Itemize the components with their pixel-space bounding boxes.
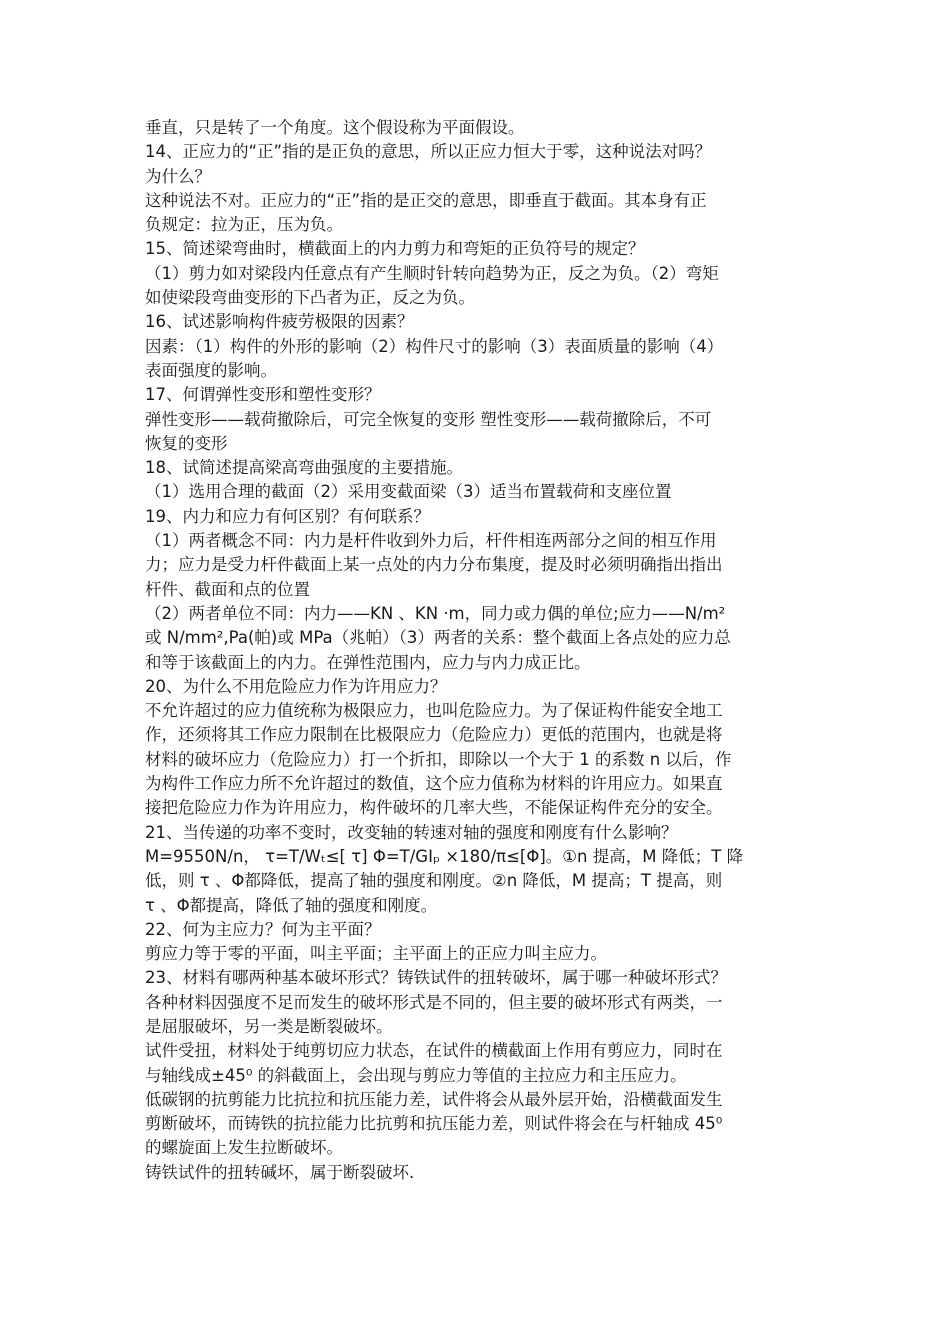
- question-17: 17、何谓弹性变形和塑性变形？: [145, 385, 381, 405]
- answer-23: 各种材料因强度不足而发生的破坏形式是不同的，但主要的破坏形式有两类，一: [145, 992, 723, 1012]
- text-line: 负规定：拉为正，压为负。: [145, 215, 343, 235]
- answer-17: 弹性变形——载荷撤除后，可完全恢复的变形 塑性变形——载荷撤除后，不可: [145, 409, 712, 429]
- text-line: 表面强度的影响。: [145, 360, 277, 380]
- text-line: 的螺旋面上发生拉断破坏。: [145, 1138, 343, 1158]
- text-line: 接把危险应力作为许用应力，构件破坏的几率大些，不能保证构件充分的安全。: [145, 798, 723, 818]
- text-line: 如使梁段弯曲变形的下凸者为正，反之为负。: [145, 288, 475, 308]
- answer-20: 不允许超过的应力值统称为极限应力，也叫危险应力。为了保证构件能安全地工: [145, 701, 723, 721]
- document-body: [145, 116, 810, 1185]
- answer-22: 剪应力等于零的平面，叫主平面；主平面上的正应力叫主应力。: [145, 944, 607, 964]
- text-line: 为构件工作应力所不允许超过的数值，这个应力值称为材料的许用应力。如果直: [145, 774, 723, 794]
- text-line: 低，则 τ 、Φ都降低，提高了轴的强度和刚度。②n 降低，M 提高；T 提高，则: [145, 871, 723, 891]
- question-23: 23、材料有哪两种基本破坏形式？铸铁试件的扭转破坏，属于哪一种破坏形式？: [145, 968, 727, 988]
- text-line: 力；应力是受力杆件截面上某一点处的内力分布集度，提及时必须明确指出指出: [145, 555, 723, 575]
- question-14: 14、正应力的“正”指的是正负的意思，所以正应力恒大于零，这种说法对吗？: [145, 142, 712, 162]
- text-line: 剪断破坏，而铸铁的抗拉能力比抗剪和抗压能力差，则试件将会在与杆轴成 45⁰: [145, 1114, 723, 1134]
- text-line: 铸铁试件的扭转碱坏，属于断裂破坏.: [145, 1162, 415, 1182]
- text-line: 与轴线成±45⁰ 的斜截面上，会出现与剪应力等值的主拉应力和主压应力。: [145, 1065, 687, 1085]
- text-line: 恢复的变形: [145, 433, 228, 453]
- answer-18: （1）选用合理的截面（2）采用变截面梁（3）适当布置载荷和支座位置: [145, 482, 672, 502]
- answer-15: （1）剪力如对梁段内任意点有产生顺时针转向趋势为正，反之为负。（2）弯矩: [145, 263, 719, 283]
- question-20: 20、为什么不用危险应力作为许用应力？: [145, 676, 447, 696]
- text-line: （2）两者单位不同：内力——KN 、KN ·m，同力或力偶的单位;应力——N/m²: [145, 603, 726, 623]
- question-22: 22、何为主应力？何为主平面？: [145, 919, 381, 939]
- text-line: 垂直，只是转了一个角度。这个假设称为平面假设。: [145, 118, 525, 137]
- question-19: 19、内力和应力有何区别？有何联系？: [145, 506, 430, 526]
- text-line: 杆件、截面和点的位置: [145, 579, 310, 599]
- text-line: 或 N/mm²,Pa(帕)或 MPa（兆帕）（3）两者的关系：整个截面上各点处的应力总: [145, 628, 731, 648]
- text-line: 试件受扭，材料处于纯剪切应力状态，在试件的横截面上作用有剪应力，同时在: [145, 1041, 723, 1061]
- text-line: 为什么？: [145, 166, 211, 186]
- answer-19: （1）两者概念不同：内力是杆件收到外力后，杆件相连两部分之间的相互作用: [145, 531, 717, 551]
- question-15: 15、简述梁弯曲时，横截面上的内力剪力和弯矩的正负符号的规定？: [145, 239, 645, 259]
- question-16: 16、试述影响构件疲劳极限的因素？: [145, 312, 414, 332]
- text-line: 低碳钢的抗剪能力比抗拉和抗压能力差，试件将会从最外层开始，沿横截面发生: [145, 1089, 723, 1109]
- question-21: 21、当传递的功率不变时，改变轴的转速对轴的强度和刚度有什么影响？: [145, 822, 678, 842]
- question-18: 18、试简述提高梁高弯曲强度的主要措施。: [145, 458, 463, 478]
- answer-14: 这种说法不对。正应力的“正”指的是正交的意思，即垂直于截面。其本身有正: [145, 190, 707, 210]
- text-line: 和等于该截面上的内力。在弹性范围内，应力与内力成正比。: [145, 652, 591, 672]
- text-line: 是屈服破坏，另一类是断裂破坏。: [145, 1016, 393, 1036]
- answer-16: 因素：（1）构件的外形的影响（2）构件尺寸的影响（3）表面质量的影响（4）: [145, 336, 724, 356]
- text-line: 作，还须将其工作应力限制在比极限应力（危险应力）更低的范围内，也就是将: [145, 725, 723, 745]
- text-line: τ 、Φ都提高，降低了轴的强度和刚度。: [145, 895, 438, 915]
- text-line: 材料的破坏应力（危险应力）打一个折扣，即除以一个大于 1 的系数 n 以后，作: [145, 749, 732, 769]
- answer-21-formula: M=9550N/n， τ=T/Wₜ≤[ τ] Φ=T/GIₚ ×180/π≤[Φ]。①n 提高，M 降低；T 降: [145, 846, 744, 866]
